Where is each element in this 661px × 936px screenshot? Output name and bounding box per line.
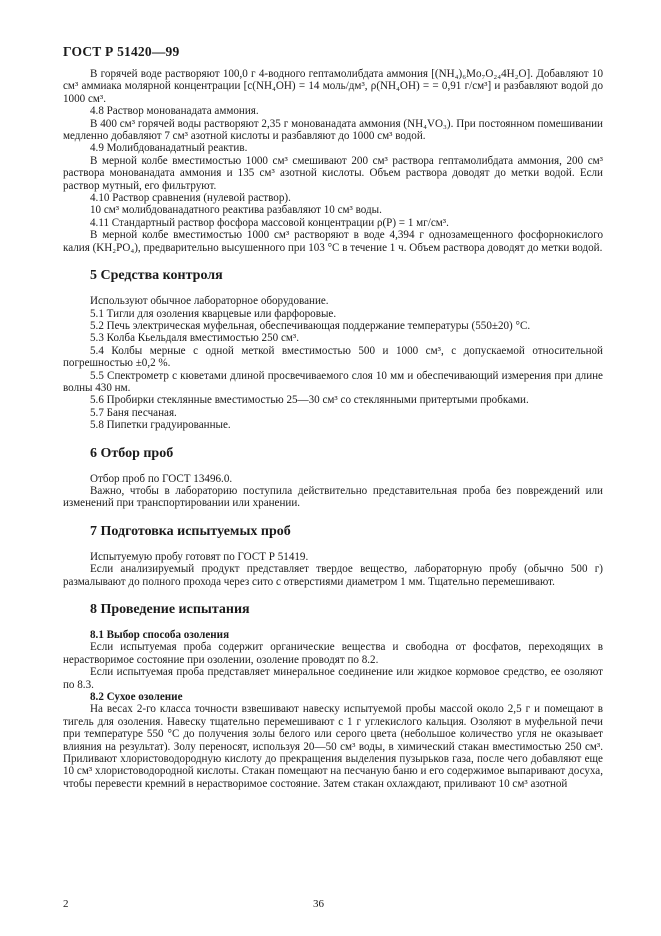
page-number-left: 2 [63,898,69,910]
reagent-item-title: 4.10 Раствор сравнения (нулевой раствор). [90,192,291,205]
section-6-heading: 6 Отбор проб [90,445,174,461]
document-header: ГОСТ Р 51420—99 [63,44,180,59]
reagent-paragraph: В мерной колбе вместимостью 1000 см³ растворяют в воде 4,394 г однозамещенного фосфорнокислого калия (KH₂PO₄), предварительно высушенного при 103 °С в течение 1 ч. Объем раствора доводят до метки водой. [63,229,603,254]
subsection-8-1-item: Если испытуемая проба содержит органические вещества и свободна от фосфатов, переходящих в нерастворимое состояние при озолении, озоление проводят по 8.2. [63,641,603,666]
reagent-paragraph: 10 см³ молибдованадатного реактива разбавляют 10 см³ воды. [90,204,382,217]
section-7-item: Испытуемую пробу готовят по ГОСТ Р 51419. [90,550,309,563]
section-8-heading: 8 Проведение испытания [90,602,250,617]
page-number-center: 36 [313,898,324,910]
section-5-item: 5.7 Баня песчаная. [90,406,177,419]
reagent-paragraph: В мерной колбе вместимостью 1000 см³ смешивают 200 см³ раствора гептамолибдата аммония, 200 см³ раствора монованадата аммония и 135 см³ азотной кислоты. Объем раствора доводят до метки водой. Если раствор мутный, его фильтруют. [63,154,603,192]
reagent-item-title: 4.8 Раствор монованадата аммония. [90,105,259,118]
subsection-8-2-text: На весах 2-го класса точности взвешивают навеску испытуемой пробы массой около 2,5 г и помещают в тигель для озоления. Навеску тщательно перемешивают с 1 г углекислого кальция. Озоляют в муфельной печи при температуре 550 °С до получения золы белого или серого цвета (небольшое количество угля не оказывает влияния на результат). Золу переносят, используя 20—50 см³ воды, в химический стакан вместимостью 250 см³. Приливают хлористоводородную кислоту до прекращения выделения пузырьков газа, после чего добавляют еще 10 см³ хлористоводородной кислоты. Стакан помещают на песчаную баню и его содержимое выпаривают досуха, чтобы перевести кремний в нерастворимое состояние. Затем стакан охлаждают, приливают 10 см³ азотной [63,703,603,790]
section-5-item: Используют обычное лабораторное оборудование. [90,295,329,308]
section-5-item: 5.8 Пипетки градуированные. [90,419,231,432]
subsection-8-1-item: Если испытуемая проба представляет минеральное соединение или жидкое кормовое средство, ее озоляют по 8.3. [63,666,603,691]
reagent-paragraph: В горячей воде растворяют 100,0 г 4-водного гептамолибдата аммония [(NH₄)₆Mo₇O₂₄4H₂O]. Добавляют 10 см³ аммиака молярной концентрации [c(NH₄OH) = 14 моль/дм³, ρ(NH₄OH) = = 0,91 г/см³] и разбавляют водой до 1000 см³. [63,68,603,105]
reagent-item-title: 4.11 Стандартный раствор фосфора массовой концентрации ρ(P) = 1 мг/см³. [90,216,449,229]
reagent-item-title: 4.9 Молибдованадатный реактив. [90,142,248,155]
section-5-item: 5.6 Пробирки стеклянные вместимостью 25—30 см³ со стеклянными притертыми пробками. [90,394,529,407]
section-5-item: 5.4 Колбы мерные с одной меткой вместимостью 500 и 1000 см³, с допускаемой относительной погрешностью ±0,2 %. [63,344,603,370]
section-6-item: Отбор проб по ГОСТ 13496.0. [90,472,233,485]
section-5-item: 5.1 Тигли для озоления кварцевые или фарфоровые. [90,307,337,320]
section-5-item: 5.2 Печь электрическая муфельная, обеспечивающая поддержание температуры (550±20) °С. [90,319,531,332]
subsection-8-1-heading: 8.1 Выбор способа озоления [90,629,230,641]
section-7-item: Если анализируемый продукт представляет твердое вещество, лабораторную пробу (обычно 500 г) размалывают до полного прохода через сито с отверстиями диаметром 1 мм. Тщательно перемешивают. [63,563,603,588]
section-6-item: Важно, чтобы в лабораторию поступила действительно представительная проба без повреждений или изменений при транспортировании или хранении. [63,484,603,510]
section-5-item: 5.3 Колба Кьельдаля вместимостью 250 см³. [90,332,299,345]
section-5-heading: 5 Средства контроля [90,268,223,284]
document-body [63,68,603,790]
subsection-8-2-heading: 8.2 Сухое озоление [90,691,183,704]
section-5-item: 5.5 Спектрометр с кюветами длиной просвечиваемого слоя 10 мм и обеспечивающий измерения при длине волны 430 нм. [63,369,603,394]
reagent-paragraph: В 400 см³ горячей воды растворяют 2,35 г монованадата аммония (NH₄VO₃). При постоянном помешивании медленно добавляют 7 см³ азотной кислоты и разбавляют до 1000 см³ водой. [63,117,603,143]
section-7-heading: 7 Подготовка испытуемых проб [90,523,291,539]
